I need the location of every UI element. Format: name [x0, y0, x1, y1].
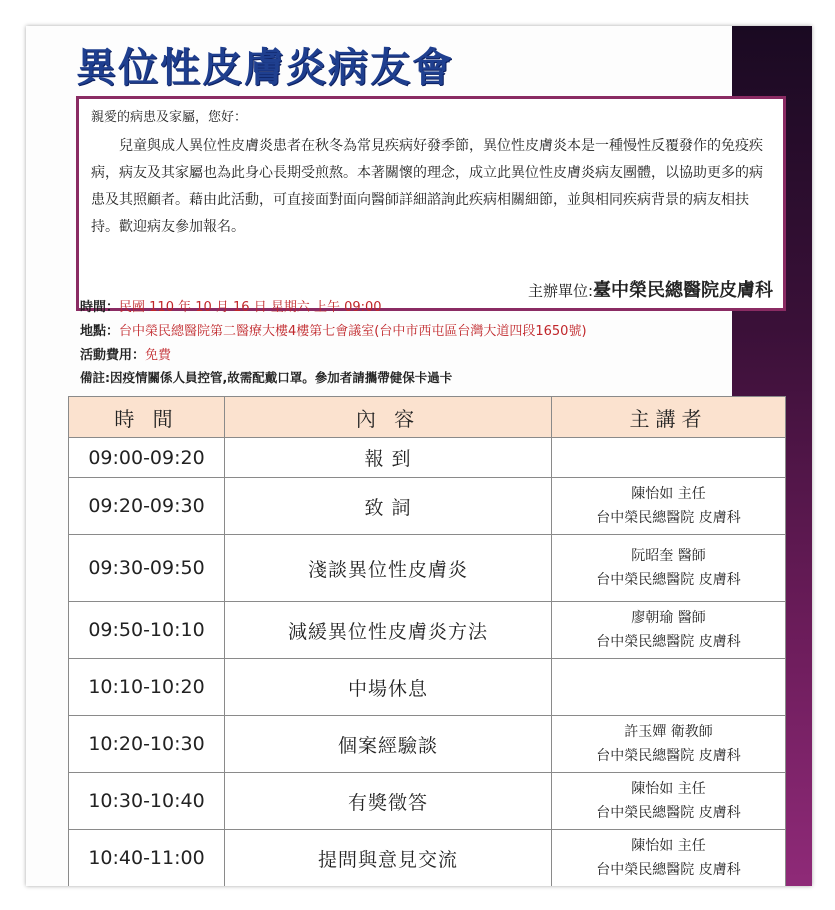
intro-box [76, 96, 786, 311]
info-time [80, 296, 382, 315]
table-row [69, 535, 786, 602]
speaker-name: 陳怡如 主任 [631, 838, 706, 854]
place-value: 台中榮民總醫院第二醫療大樓4樓第七會議室(台中市西屯區台灣大道四段1650號) [119, 324, 587, 339]
row-speaker [552, 659, 786, 716]
table-row [69, 773, 786, 830]
time-label: 時間： [80, 300, 120, 315]
table-row [69, 830, 786, 887]
row-time: 09:50-10:10 [69, 602, 225, 659]
schedule-table [68, 396, 786, 886]
speaker-dept: 台中榮民總醫院 皮膚科 [596, 510, 741, 526]
speaker-name: 阮昭奎 醫師 [631, 548, 706, 564]
row-content: 減緩異位性皮膚炎方法 [225, 602, 552, 659]
place-label: 地點： [80, 324, 120, 339]
row-content: 有獎徵答 [225, 773, 552, 830]
header-time: 時 間 [69, 397, 225, 438]
table-row [69, 602, 786, 659]
row-content: 提問與意見交流 [225, 830, 552, 887]
greeting: 親愛的病患及家屬，您好： [91, 110, 248, 125]
speaker-name: 陳怡如 主任 [631, 781, 706, 797]
organizer-label: 主辦單位: [527, 282, 593, 300]
info-note [80, 368, 452, 386]
row-time: 10:30-10:40 [69, 773, 225, 830]
table-row [69, 478, 786, 535]
row-time: 09:30-09:50 [69, 535, 225, 602]
row-time: 09:00-09:20 [69, 438, 225, 478]
row-speaker [552, 716, 786, 773]
info-place [80, 320, 587, 339]
row-speaker [552, 438, 786, 478]
row-content: 淺談異位性皮膚炎 [225, 535, 552, 602]
row-content: 個案經驗談 [225, 716, 552, 773]
row-speaker [552, 535, 786, 602]
note-text: 備註:因疫情關係人員控管,故需配戴口罩。參加者請攜帶健保卡過卡 [80, 370, 453, 385]
row-speaker [552, 830, 786, 887]
speaker-dept: 台中榮民總醫院 皮膚科 [596, 572, 741, 588]
row-speaker [552, 602, 786, 659]
row-time: 10:20-10:30 [69, 716, 225, 773]
intro-paragraph: 兒童與成人異位性皮膚炎患者在秋冬為常見疾病好發季節，異位性皮膚炎本是一種慢性反覆發作的免疫疾病，病友及其家屬也為此身心長期受煎熬。本著關懷的理念，成立此異位性皮膚炎病友團體，以協助更多的病患及其照顧者。藉由此活動，可直接面對面向醫師詳細諮詢此疾病相關細節，並與相同疾病背景的病友相扶持。歡迎病友參加報名。 [91, 138, 763, 235]
table-row [69, 716, 786, 773]
organizer [528, 278, 773, 304]
row-time: 10:10-10:20 [69, 659, 225, 716]
speaker-dept: 台中榮民總醫院 皮膚科 [596, 634, 741, 650]
header-content: 內 容 [225, 397, 552, 438]
speaker-name: 陳怡如 主任 [631, 486, 706, 502]
time-value: 民國 110 年 10 月 16 日 星期六 上午 09:00 [119, 300, 382, 315]
schedule-header-row [69, 397, 786, 438]
page-title: 異位性皮膚炎病友會 [76, 45, 454, 91]
speaker-dept: 台中榮民總醫院 皮膚科 [596, 805, 741, 821]
row-content: 報 到 [225, 438, 552, 478]
fee-label: 活動費用： [80, 348, 146, 363]
table-row [69, 438, 786, 478]
table-row [69, 659, 786, 716]
header-speaker: 主講者 [552, 397, 786, 438]
row-speaker [552, 773, 786, 830]
flyer [26, 26, 812, 886]
row-time: 09:20-09:30 [69, 478, 225, 535]
info-fee [80, 344, 171, 363]
speaker-name: 許玉嬋 衛教師 [624, 724, 713, 740]
organizer-name: 臺中榮民總醫院皮膚科 [593, 280, 773, 301]
row-content: 中場休息 [225, 659, 552, 716]
speaker-dept: 台中榮民總醫院 皮膚科 [596, 862, 741, 878]
row-time: 10:40-11:00 [69, 830, 225, 887]
speaker-name: 廖朝瑜 醫師 [631, 610, 706, 626]
row-speaker [552, 478, 786, 535]
fee-value: 免費 [145, 348, 172, 363]
speaker-dept: 台中榮民總醫院 皮膚科 [596, 748, 741, 764]
row-content: 致 詞 [225, 478, 552, 535]
